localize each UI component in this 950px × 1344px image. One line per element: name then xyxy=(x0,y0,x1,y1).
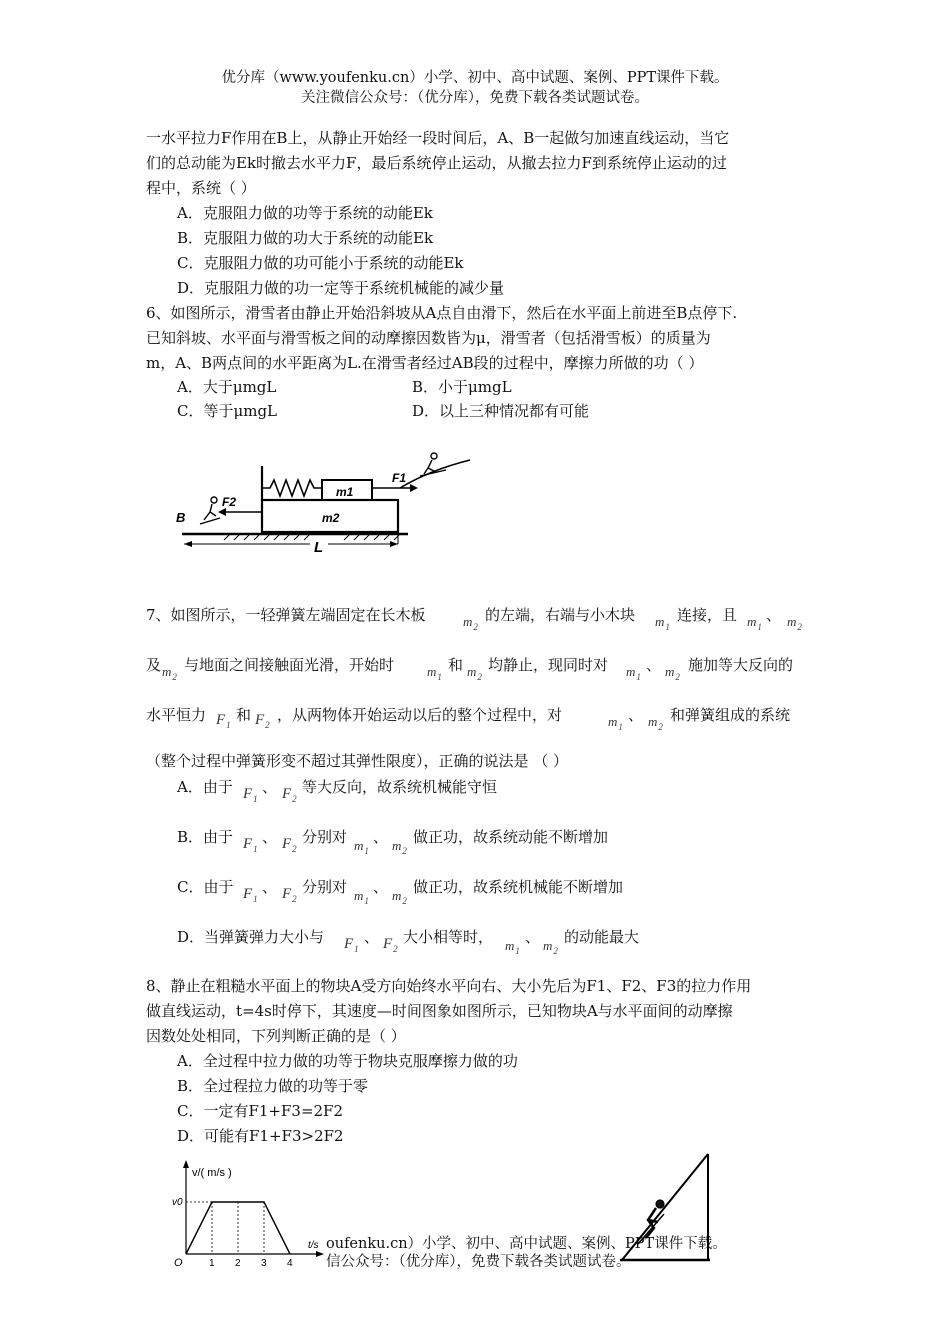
q7-line-2a: 及 xyxy=(146,656,162,674)
label-m2: m2 xyxy=(322,511,340,525)
q7-sep-3: 、 xyxy=(628,706,644,724)
q8-option-b: B．全过程拉力做的功等于零 xyxy=(177,1077,369,1095)
q7-c-sym-f2: $F_2$ xyxy=(282,886,297,904)
q7-sym-f1-a: $F_1$ xyxy=(216,712,231,730)
q7-option-a-post: 等大反向，故系统机械能守恒 xyxy=(302,778,498,796)
footer-line-1: oufenku.cn）小学、初中、高中试题、案例、PPT课件下载。 xyxy=(326,1236,727,1252)
y-axis-label: v/( m/s ) xyxy=(192,1167,232,1179)
q7-a-sym-f2: $F_2$ xyxy=(282,786,297,804)
skier-bottom-icon xyxy=(200,497,220,524)
q7-line-2e: 施加等大反向的 xyxy=(688,656,794,674)
q7-c-sym-m2: $m_2$ xyxy=(392,888,407,906)
q5-stem-line-1: 一水平拉力F作用在B上，从静止开始经一段时间后，A、B一起做匀加速直线运动，当它 xyxy=(146,129,730,147)
q7-sym-m1-c: $m_1$ xyxy=(427,664,442,682)
q7-sym-m2-a: $m_2$ xyxy=(463,614,478,632)
spring-block-figure xyxy=(170,440,480,560)
label-l: L xyxy=(314,539,324,556)
x-tick-1: 1 xyxy=(209,1258,215,1269)
q7-d-sym-f2: $F_2$ xyxy=(383,936,398,954)
q7-b-sym-m2: $m_2$ xyxy=(392,838,407,856)
q7-line-3a: 水平恒力 xyxy=(146,706,207,724)
ski-slope xyxy=(400,460,470,488)
q7-line-3b: 和 xyxy=(236,706,252,724)
q6-stem-line-3: m，A、B两点间的水平距离为L.在滑雪者经过AB段的过程中，摩擦力所做的功（ ） xyxy=(146,354,704,372)
q6-stem-line-2: 已知斜坡、水平面与滑雪板之间的动摩擦因数皆为μ，滑雪者（包括滑雪板）的质量为 xyxy=(146,329,711,347)
x-tick-2: 2 xyxy=(235,1258,241,1269)
q7-option-c-pre: C．由于 xyxy=(177,878,234,896)
header-line-2: 关注微信公众号：（优分库），免费下载各类试题试卷。 xyxy=(301,90,649,106)
arrow-f1-head xyxy=(410,484,418,492)
arrow-f2-head xyxy=(218,508,226,516)
header-line-1: 优分库（www.youfenku.cn）小学、初中、高中试题、案例、PPT课件下载。 xyxy=(221,70,729,86)
q7-line-1a: 7、如图所示，一轻弹簧左端固定在长木板 xyxy=(146,606,426,624)
q7-option-b-post: 做正功，故系统动能不断增加 xyxy=(413,828,609,846)
q7-c-sym-m1: $m_1$ xyxy=(354,888,369,906)
q7-b-sym-f1: $F_1$ xyxy=(243,836,258,854)
spring xyxy=(262,480,322,496)
q7-sym-m1-b: $m_1$ xyxy=(747,614,762,632)
velocity-time-graph xyxy=(168,1158,328,1272)
q7-option-c-post: 做正功，故系统机械能不断增加 xyxy=(413,878,624,896)
q6-option-a: A．大于μmgL xyxy=(177,378,277,396)
q7-b-sym-m1: $m_1$ xyxy=(354,838,369,856)
q7-sep-2: 、 xyxy=(646,656,662,674)
q7-sym-m2-b: $m_2$ xyxy=(787,614,802,632)
q5-option-c: C．克服阻力做的功可能小于系统的动能Ek xyxy=(177,254,464,272)
q6-option-b: B．小于μmgL xyxy=(412,378,512,396)
label-m1: m1 xyxy=(336,485,354,499)
q7-line-1c: 连接，且 xyxy=(677,606,738,624)
q7-sym-m1-d: $m_1$ xyxy=(626,664,641,682)
q8-stem-line-1: 8、静止在粗糙水平面上的物块A受方向始终水平向右、大小先后为F1、F2、F3的拉力作用 xyxy=(146,977,752,995)
q5-stem-line-2: 们的总动能为Ek时撤去水平力F，最后系统停止运动，从撤去拉力F到系统停止运动的过 xyxy=(146,154,727,172)
q7-option-d-pre: D．当弹簧弹力大小与 xyxy=(177,928,325,946)
q8-stem-line-3: 因数处处相同，下列判断正确的是（ ） xyxy=(146,1027,406,1045)
skier-incline-figure xyxy=(612,1148,722,1266)
q7-option-a-pre: A．由于 xyxy=(177,778,233,796)
q7-option-b-mid: 分别对 xyxy=(302,828,348,846)
q8-option-c: C．一定有F1+F3=2F2 xyxy=(177,1102,344,1120)
q7-c-sep-2: 、 xyxy=(373,878,389,896)
q5-option-a: A．克服阻力做的功等于系统的动能Ek xyxy=(177,204,433,222)
q7-d-sym-m2: $m_2$ xyxy=(543,938,558,956)
v0-label: v0 xyxy=(172,1197,183,1208)
q7-d-sep-1: 、 xyxy=(364,928,380,946)
q7-b-sep-1: 、 xyxy=(262,828,278,846)
dimension-arrow-right xyxy=(390,541,398,547)
x-axis-label: t/s xyxy=(308,1240,319,1251)
q7-option-c-mid: 分别对 xyxy=(302,878,348,896)
q6-option-c: C．等于μmgL xyxy=(177,402,278,420)
q7-option-d-post: 的动能最大 xyxy=(564,928,640,946)
q7-line-1b: 的左端，右端与小木块 xyxy=(485,606,636,624)
dimension-arrow-left xyxy=(184,541,192,547)
q5-stem-line-3: 程中，系统（ ） xyxy=(146,179,256,197)
q7-option-d-mid: 大小相等时， xyxy=(403,928,494,946)
q7-line-2d: 均静止，现同时对 xyxy=(488,656,609,674)
q7-sep-1: 、 xyxy=(766,606,782,624)
skier-icon xyxy=(638,1200,664,1244)
q7-a-sep: 、 xyxy=(262,778,278,796)
q7-b-sep-2: 、 xyxy=(373,828,389,846)
q7-line-4: （整个过程中弹簧形变不超过其弹性限度），正确的说法是 （ ） xyxy=(146,752,569,770)
q7-c-sep-1: 、 xyxy=(262,878,278,896)
q5-option-d: D．克服阻力做的功一定等于系统机械能的减少量 xyxy=(177,279,505,297)
q7-line-2c: 和 xyxy=(448,656,464,674)
x-tick-3: 3 xyxy=(261,1258,267,1269)
q7-sym-m1-a: $m_1$ xyxy=(655,614,670,632)
label-f1: F1 xyxy=(392,471,407,485)
q8-option-a: A．全过程中拉力做的功等于物块克服摩擦力做的功 xyxy=(177,1052,518,1070)
q7-b-sym-f2: $F_2$ xyxy=(282,836,297,854)
x-axis-arrow xyxy=(316,1251,324,1257)
q7-line-3d: 和弹簧组成的系统 xyxy=(670,706,791,724)
q8-option-d: D．可能有F1+F3>2F2 xyxy=(177,1127,344,1145)
q5-option-b: B．克服阻力做的功大于系统的动能Ek xyxy=(177,229,434,247)
q8-stem-line-2: 做直线运动，t=4s时停下，其速度—时间图象如图所示，已知物块A与水平面间的动摩擦 xyxy=(146,1002,733,1020)
q7-sym-m1-e: $m_1$ xyxy=(608,714,623,732)
x-tick-4: 4 xyxy=(287,1258,293,1269)
q7-c-sym-f1: $F_1$ xyxy=(243,886,258,904)
q7-line-2b: 与地面之间接触面光滑，开始时 xyxy=(184,656,395,674)
q6-stem-line-1: 6、如图所示，滑雪者由静止开始沿斜坡从A点自由滑下，然后在水平面上前进至B点停下. xyxy=(146,304,738,322)
q7-sym-m2-e: $m_2$ xyxy=(665,664,680,682)
incline-line xyxy=(622,1154,708,1260)
q7-d-sym-f1: $F_1$ xyxy=(344,936,359,954)
footer-line-2: 信公众号：（优分库），免费下载各类试题试卷。 xyxy=(326,1254,631,1270)
origin-label: O xyxy=(174,1257,183,1269)
q7-sym-f2-a: $F_2$ xyxy=(255,712,270,730)
label-f2: F2 xyxy=(222,495,237,509)
q7-option-b-pre: B．由于 xyxy=(177,828,234,846)
q7-line-3c: ，从两物体开始运动以后的整个过程中，对 xyxy=(277,706,563,724)
label-b: B xyxy=(176,510,186,525)
q7-d-sym-m1: $m_1$ xyxy=(505,938,520,956)
q6-option-d: D．以上三种情况都有可能 xyxy=(412,402,590,420)
q7-d-sep-2: 、 xyxy=(525,928,541,946)
y-axis-arrow xyxy=(183,1160,189,1168)
q7-a-sym-f1: $F_1$ xyxy=(243,786,258,804)
q7-sym-m2-f: $m_2$ xyxy=(648,714,663,732)
q7-sym-m2-c: $m_2$ xyxy=(162,664,177,682)
skier-top-icon xyxy=(420,453,446,476)
q7-sym-m2-d: $m_2$ xyxy=(467,664,482,682)
